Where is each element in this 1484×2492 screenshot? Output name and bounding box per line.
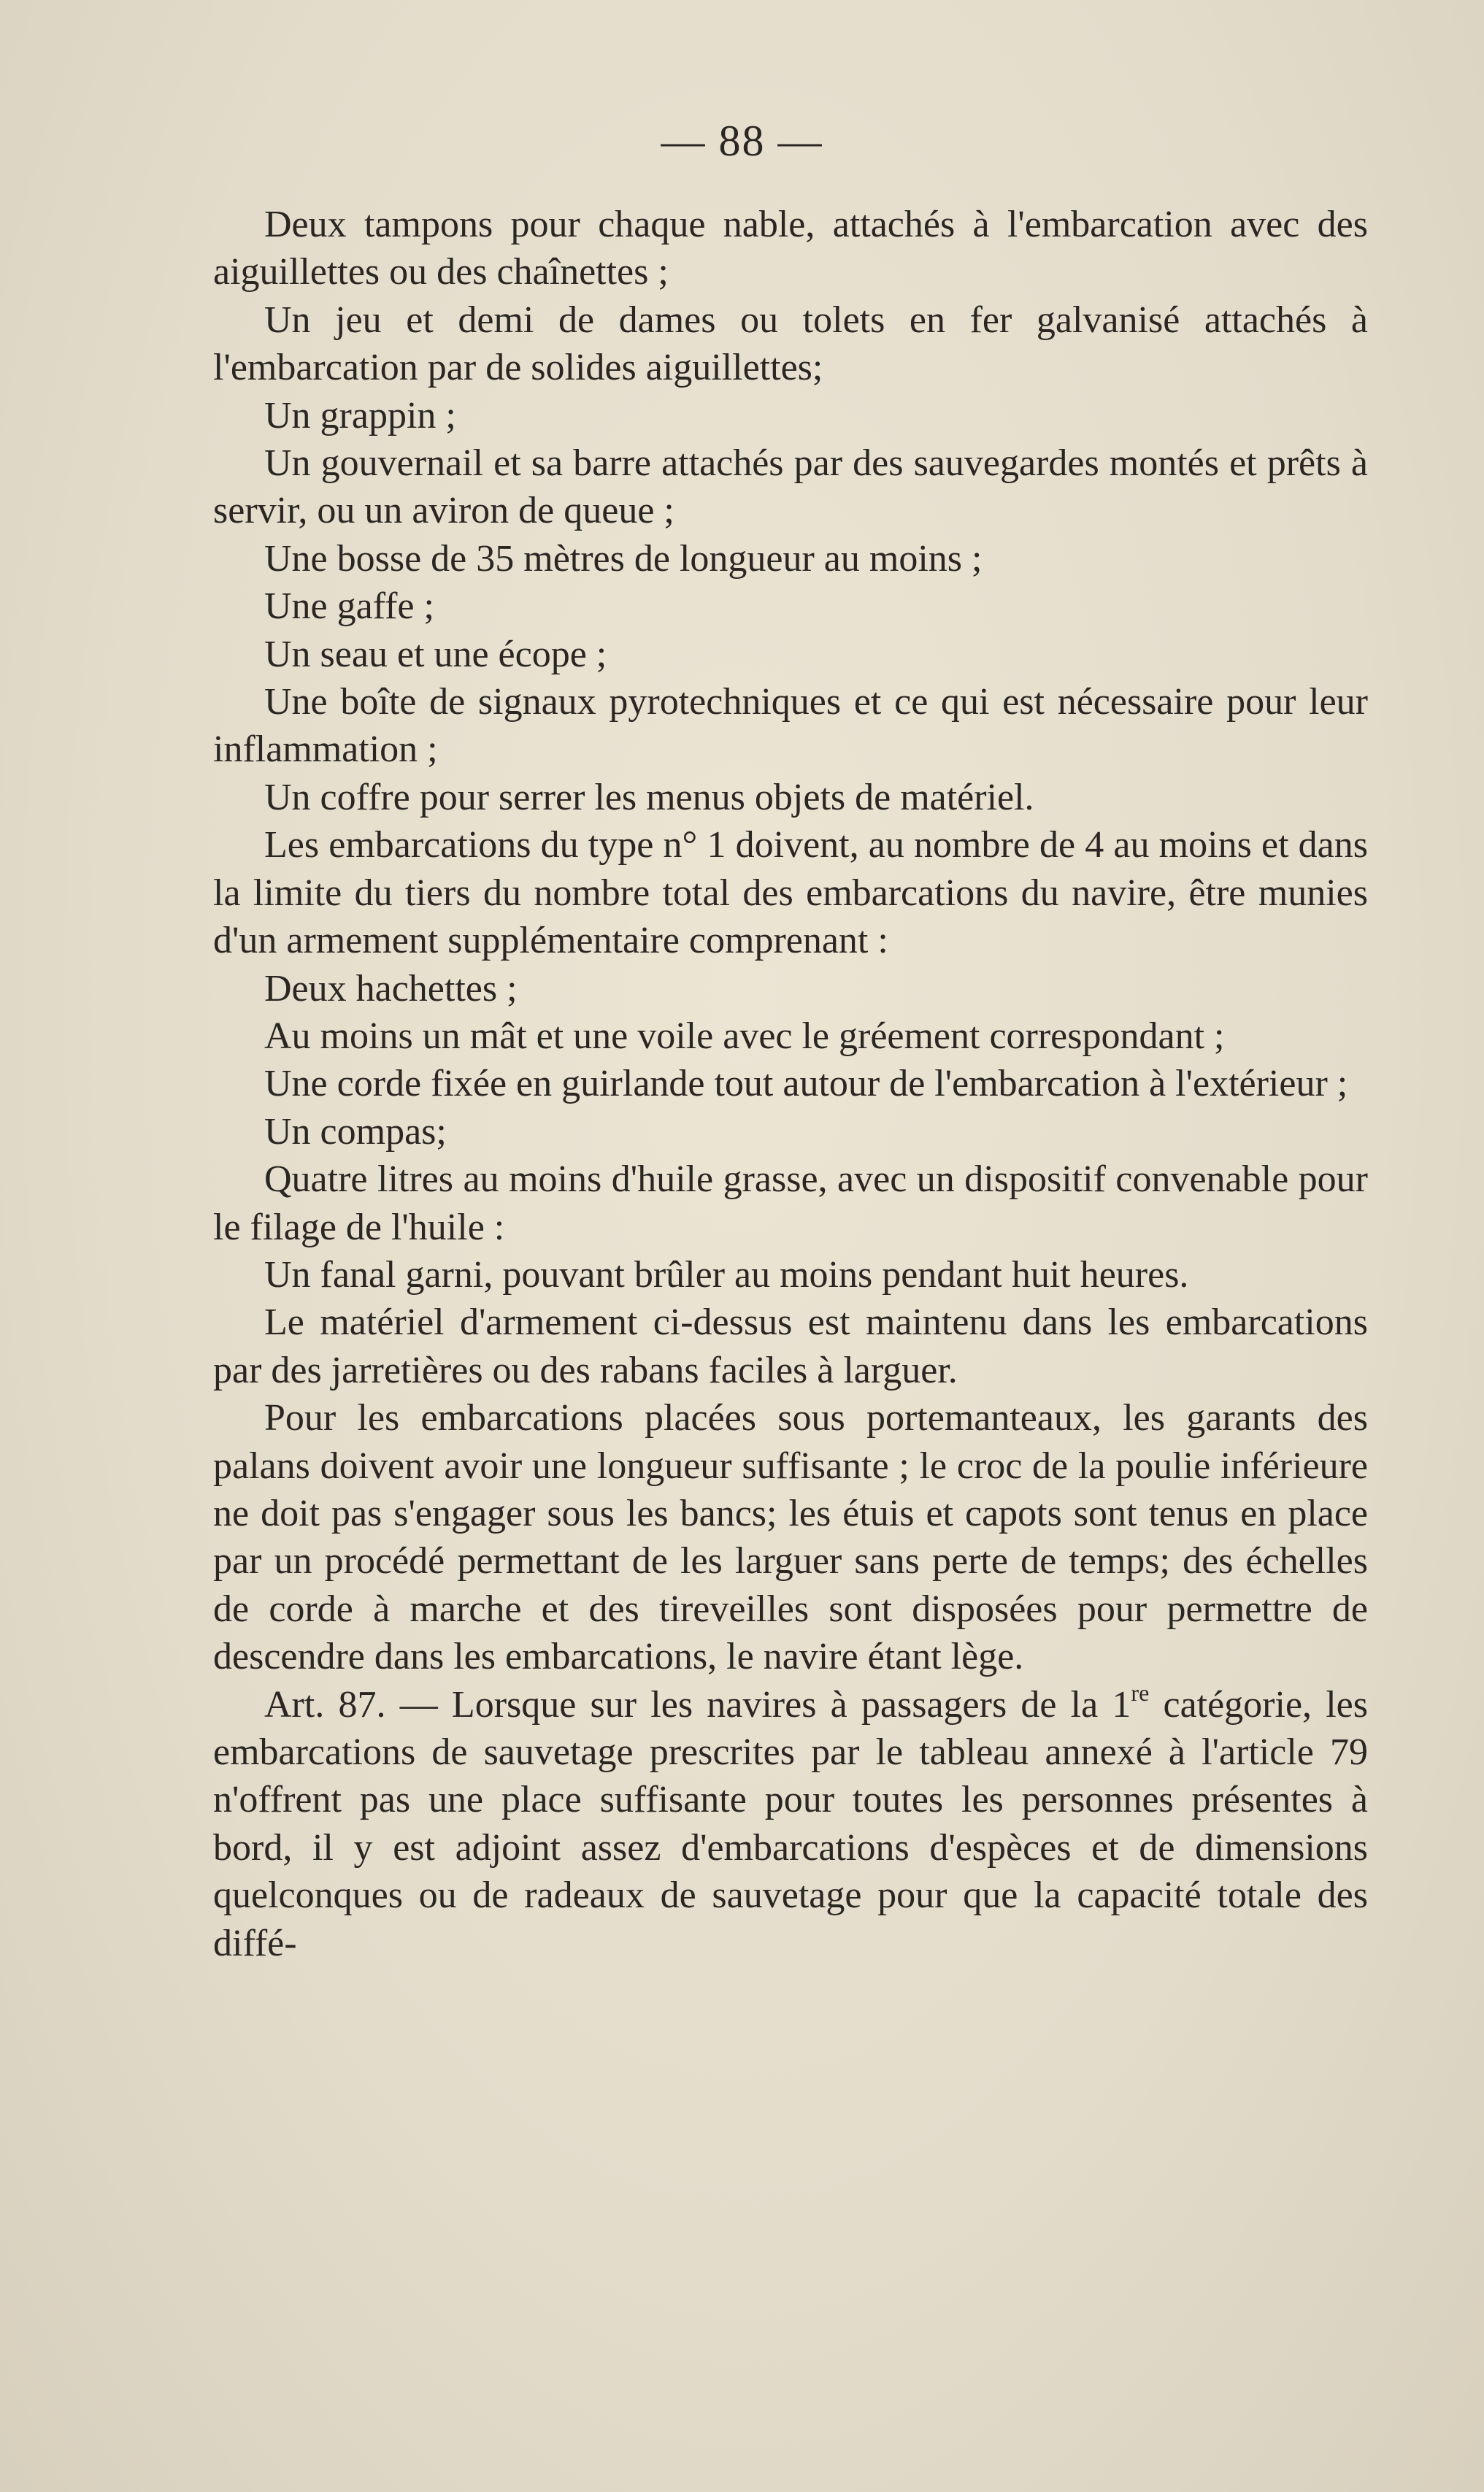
paragraph-portemanteaux: Pour les embarcations placées sous portemanteaux, les garants des palans doivent avoir une longueur suffisante ; le croc de la poulie inférieure ne doit pas s'engager sous les bancs; les étuis et capots sont tenus en place par un procédé permettant de les larguer sans perte de temps; des échelles de corde à marche et des tireveilles sont disposées pour permettre de descendre dans les embarcations, le navire étant lège.	[213, 1397, 1368, 1678]
article-87-rest: catégorie, les embarcations de sauvetage prescrites par le tableau annexé à l'article 79 n'offrent pas une place suffisante pour toutes les personnes présentes à bord, il y est adjoint assez d'embarcations d'espèces et de dimensions quelconques ou de radeaux de sauvetage pour que la capacité totale des diffé-	[213, 1683, 1368, 1964]
paragraph-huile: Quatre litres au moins d'huile grasse, avec un dispositif convenable pour le filage de l'huile :	[213, 1158, 1368, 1248]
paragraph-signaux: Une boîte de signaux pyrotechniques et ce qui est nécessaire pour leur inflammation ;	[213, 681, 1368, 771]
paragraph-bosse: Une bosse de 35 mètres de longueur au moins ;	[264, 537, 983, 580]
paragraph-mat-voile: Au moins un mât et une voile avec le gréement correspondant ;	[264, 1015, 1225, 1057]
paragraph-embarcations-type-1: Les embarcations du type n° 1 doivent, au nombre de 4 au moins et dans la limite du tiers du nombre total des embarcations du navire, être munies d'un armement supplémentaire comprenant :	[213, 824, 1368, 962]
paragraph-dames: Un jeu et demi de dames ou tolets en fer galvanisé attachés à l'embarcation par de solides aiguillettes;	[213, 299, 1368, 389]
paragraph-corde: Une corde fixée en guirlande tout autour de l'embarcation à l'extérieur ;	[264, 1063, 1348, 1105]
paragraph-materiel-armement: Le matériel d'armement ci-dessus est maintenu dans les embarcations par des jarretières ou des rabans faciles à larguer.	[213, 1301, 1368, 1391]
paragraph-fanal: Un fanal garni, pouvant brûler au moins pendant huit heures.	[264, 1253, 1189, 1296]
body-text	[213, 201, 1368, 1967]
paragraph-article-87	[213, 1681, 1368, 1967]
paragraph-coffre: Un coffre pour serrer les menus objets de matériel.	[264, 776, 1034, 818]
article-87-superscript: re	[1131, 1679, 1150, 1706]
paragraph-seau: Un seau et une écope ;	[264, 633, 607, 675]
paragraph-gaffe: Une gaffe ;	[264, 585, 434, 628]
paragraph-compas: Un compas;	[264, 1110, 447, 1153]
article-87-lead: Art. 87. — Lorsque sur les navires à passagers de la 1	[264, 1683, 1131, 1726]
paragraph-tampons: Deux tampons pour chaque nable, attachés à l'embarcation avec des aiguillettes ou des chaînettes ;	[213, 204, 1368, 293]
paragraph-gouvernail: Un gouvernail et sa barre attachés par des sauvegardes montés et prêts à servir, ou un aviron de queue ;	[213, 442, 1368, 532]
paragraph-hachettes: Deux hachettes ;	[264, 967, 518, 1010]
paragraph-grappin: Un grappin ;	[264, 394, 456, 437]
page-number: — 88 —	[661, 117, 823, 165]
